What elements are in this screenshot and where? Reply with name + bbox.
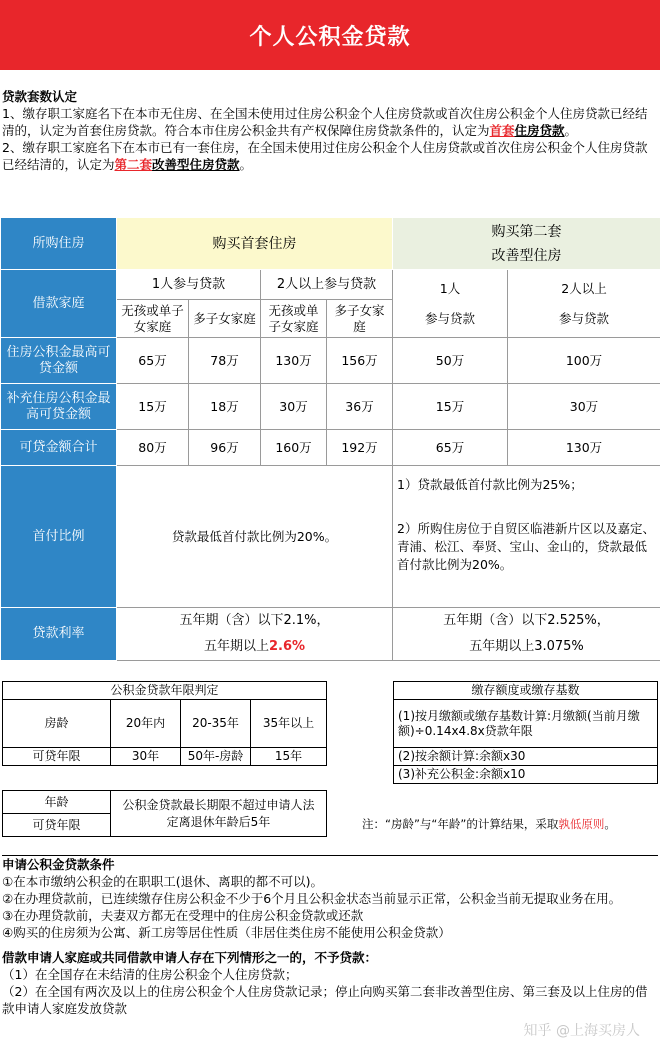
quota-row-1: (1)按月缴额或缴存基数计算:月缴额(当前月缴额)÷0.14x4.8x贷款年限: [394, 700, 658, 748]
note-highlight: 孰低原则: [558, 817, 604, 831]
supp-cell: 30万: [261, 384, 327, 430]
table-row: [1, 430, 660, 466]
loan-table: [0, 217, 660, 661]
note: [362, 816, 616, 832]
intro-p2-highlight: 第二套: [115, 157, 153, 172]
term-col: 35年以上: [251, 700, 327, 748]
max-cell: 78万: [189, 338, 261, 384]
page-title: 个人公积金贷款: [0, 0, 660, 70]
table-row: [1, 384, 660, 430]
rate-second-cell: [393, 608, 660, 661]
max-cell: 65万: [117, 338, 189, 384]
total-cell: 65万: [393, 430, 508, 466]
intro-p1-highlight: 首套: [490, 123, 515, 138]
supp-cell: 30万: [508, 384, 660, 430]
row-max-label: 住房公积金最高可贷金额: [1, 338, 117, 384]
row-supp-label: 补充住房公积金最高可贷金额: [1, 384, 117, 430]
second-two-header: [508, 270, 660, 338]
second-one-line-2: 参与贷款: [395, 311, 505, 327]
intro-p2-underline: 改善型住房贷款: [152, 157, 240, 172]
total-cell: 192万: [327, 430, 393, 466]
second-one-header: [393, 270, 508, 338]
no-child-header: 无孩或单子女家庭: [117, 300, 189, 338]
supp-cell: 18万: [189, 384, 261, 430]
refusal-item: （1）在全国存在未结清的住房公积金个人住房贷款；: [2, 966, 658, 983]
no-child-header-2: 无孩或单子女家庭: [261, 300, 327, 338]
intro-section: [2, 88, 656, 173]
condition-item: ①在本市缴纳公积金的在职职工(退休、离职的都不可以)。: [2, 873, 658, 890]
row-down-label: 首付比例: [1, 466, 117, 608]
term-age-label: 房龄: [3, 700, 111, 748]
note-text: 注：“房龄”与“年龄”的计算结果，采取: [362, 817, 558, 831]
second-home-line-2: 改善型住房: [395, 248, 658, 264]
multi-child-header: 多子女家庭: [189, 300, 261, 338]
refusal-heading: 借款申请人家庭或共同借款申请人存在下列情形之一的，不予贷款：: [2, 949, 658, 966]
supp-cell: 15万: [393, 384, 508, 430]
total-cell: 80万: [117, 430, 189, 466]
first-home-header: 购买首套住房: [117, 218, 393, 270]
row-total-label: 可贷金额合计: [1, 430, 117, 466]
intro-p1-text: 1、缴存职工家庭名下在本市无住房、在全国未使用过住房公积金个人住房贷款或首次住房公积金个人住房贷款已经结清的，认定为首套住房贷款。符合本市住房公积金共有产权保障住房贷款条件的，认定为: [2, 106, 647, 138]
max-cell: 130万: [261, 338, 327, 384]
term-col: 20-35年: [181, 700, 251, 748]
table-row: [1, 338, 660, 384]
rate-first-line-1: 五年期（含）以下2.1%，: [119, 608, 390, 634]
max-cell: 156万: [327, 338, 393, 384]
total-cell: 160万: [261, 430, 327, 466]
second-one-line-1: 1人: [395, 281, 505, 297]
intro-p1-underline: 住房贷款: [515, 123, 565, 138]
term-col: 20年内: [111, 700, 181, 748]
condition-item: ③在办理贷款前，夫妻双方都无在受理中的住房公积金贷款或还款: [2, 907, 658, 924]
refusal-item: （2）在全国有两次及以上的住房公积金个人住房贷款记录；停止向购买第二套非改善型住房、第三套及以上住房的借款申请人家庭发放贷款: [2, 983, 658, 1017]
row-rate-label: 贷款利率: [1, 608, 117, 661]
one-person-header: 1人参与贷款: [117, 270, 261, 300]
quota-row-3: (3)补充公积金:余额x10: [394, 766, 658, 784]
down-second-cell: [393, 466, 660, 608]
second-two-line-1: 2人以上: [510, 281, 658, 297]
two-plus-header: 2人以上参与贷款: [261, 270, 393, 300]
condition-item: ②在办理贷款前，已连续缴存住房公积金不少于6个月且公积金状态当前显示正常，公积金当前无提取业务在用。: [2, 890, 658, 907]
max-cell: 50万: [393, 338, 508, 384]
rate-second-line-2: 五年期以上3.075%: [395, 634, 658, 660]
second-home-header: [393, 218, 660, 270]
term-years: 30年: [111, 748, 181, 766]
rate-first-line-2-text: 五年期以上: [204, 639, 269, 654]
term-years: 15年: [251, 748, 327, 766]
quota-box: [393, 681, 658, 784]
max-cell: 100万: [508, 338, 660, 384]
table-row: [1, 466, 660, 608]
quota-box-title: 缴存额度或缴存基数: [394, 682, 658, 700]
term-years: 50年-房龄: [181, 748, 251, 766]
intro-p1-end: 。: [565, 123, 578, 138]
intro-p2-end: 。: [240, 157, 253, 172]
rate-second-line-1: 五年期（含）以下2.525%，: [395, 608, 658, 634]
condition-item: ④购买的住房须为公寓、新工房等居住性质（非居住类住房不能使用公积金贷款）: [2, 924, 658, 941]
intro-paragraph-1: [2, 105, 656, 139]
quota-row-2: (2)按余额计算:余额x30: [394, 748, 658, 766]
intro-heading: 贷款套数认定: [2, 88, 656, 105]
conditions-heading: 申请公积金贷款条件: [2, 856, 658, 873]
age-years-label: 可贷年限: [3, 814, 111, 837]
row-family-label: 借款家庭: [1, 270, 117, 338]
term-box-title: 公积金贷款年限判定: [3, 682, 327, 700]
down-second-line-1: 1）贷款最低首付款比例为25%；: [397, 476, 656, 494]
row-house-label: 所购住房: [1, 218, 117, 270]
supp-cell: 15万: [117, 384, 189, 430]
multi-child-header-2: 多子女家庭: [327, 300, 393, 338]
intro-paragraph-2: [2, 139, 656, 173]
age-label: 年龄: [3, 791, 111, 814]
down-first-cell: 贷款最低首付款比例为20%。: [117, 466, 393, 608]
total-cell: 96万: [189, 430, 261, 466]
watermark: 知乎 @上海买房人: [524, 1020, 640, 1040]
table-row: [1, 608, 660, 661]
second-two-line-2: 参与贷款: [510, 311, 658, 327]
supp-cell: 36万: [327, 384, 393, 430]
age-desc: 公积金贷款最长期限不超过申请人法定离退休年龄后5年: [111, 791, 327, 837]
term-years-label: 可贷年限: [3, 748, 111, 766]
age-box: [2, 790, 327, 837]
intro-p2-text: 2、缴存职工家庭名下在本市已有一套住房，在全国未使用过住房公积金个人住房贷款或首次住房公积金个人住房贷款已经结清的，认定为: [2, 140, 647, 172]
term-box: [2, 681, 327, 766]
note-end: 。: [604, 817, 616, 831]
rate-first-cell: [117, 608, 393, 661]
second-home-line-1: 购买第二套: [395, 224, 658, 240]
rate-first-line-2: [119, 634, 390, 660]
down-second-line-2: 2）所购住房位于自贸区临港新片区以及嘉定、青浦、松江、奉贤、宝山、金山的，贷款最低首付款比例为20%。: [397, 520, 656, 574]
total-cell: 130万: [508, 430, 660, 466]
rate-first-line-2-value: 2.6%: [269, 639, 305, 654]
